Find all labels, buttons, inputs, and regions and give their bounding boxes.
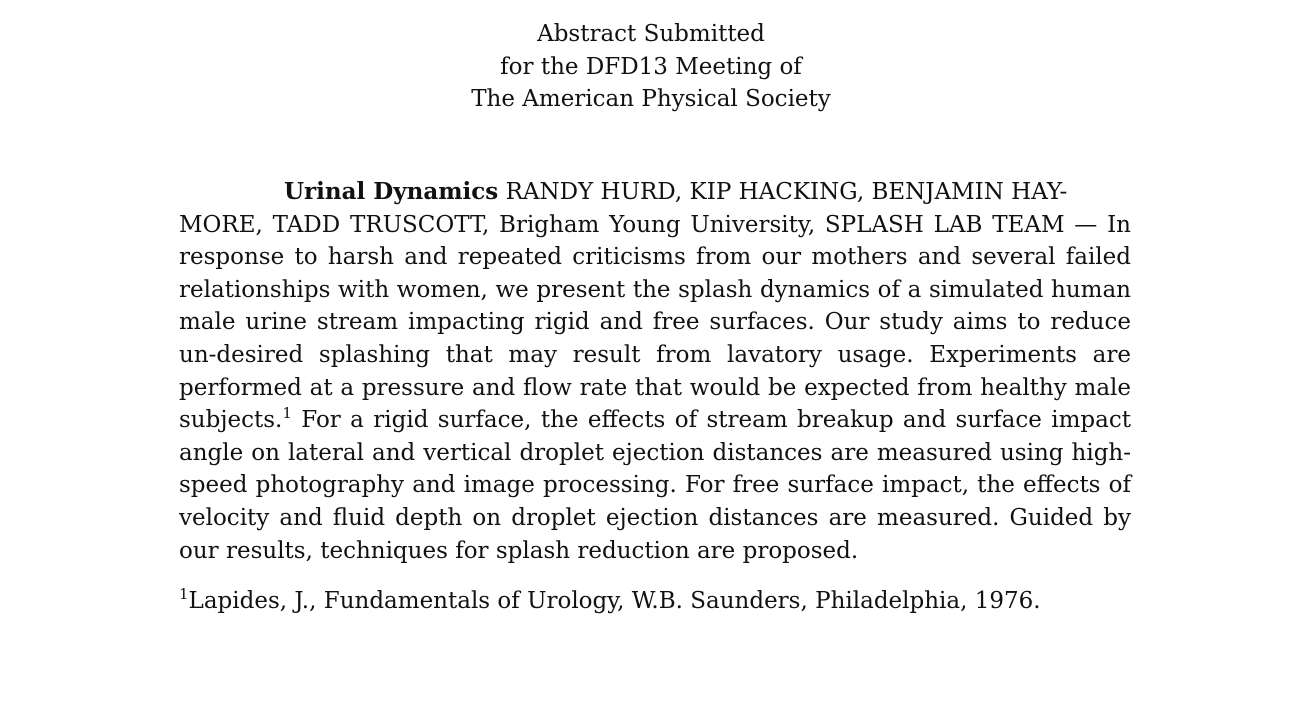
header-line-society: The American Physical Society	[471, 86, 831, 112]
abstract-text-part-1: In response to harsh and repeated criticisms from our mothers and several failed relationships with women, we present the splash dynamics of a simulated human male urine stream impacting rigid and free surfaces. Our study aims to reduce un-desired splashing that may result from lavatory usage. Experiments are performed at a pressure and flow rate that would be expected from healthy male subjects.	[179, 211, 1131, 434]
footnote-text: Lapides, J., Fundamentals of Urology, W.B. Saunders, Philadelphia, 1976.	[188, 588, 1041, 614]
submission-header	[0, 18, 1302, 116]
authors-line-1: RANDY HURD, KIP HACKING, BENJAMIN HAY-	[505, 179, 1068, 205]
abstract-body	[179, 176, 1131, 567]
header-line-abstract-submitted: Abstract Submitted	[537, 21, 765, 47]
footnote-reference: 1	[282, 404, 292, 423]
authors-line-2: MORE, TADD TRUSCOTT, Brigham Young University, SPLASH LAB TEAM —	[179, 211, 1098, 238]
abstract-title: Urinal Dynamics	[284, 178, 499, 205]
header-line-meeting: for the DFD13 Meeting of	[500, 53, 802, 80]
footnote	[179, 585, 1131, 617]
abstract-text-part-2: For a rigid surface, the effects of stream breakup and surface impact angle on lateral and vertical droplet ejection distances are measured using high-speed photography and image processing. For free surface impact, the effects of velocity and fluid depth on droplet ejection distances are measured. Guided by our results, techniques for splash reduction are proposed.	[179, 407, 1131, 564]
footnote-marker: 1	[179, 585, 189, 603]
